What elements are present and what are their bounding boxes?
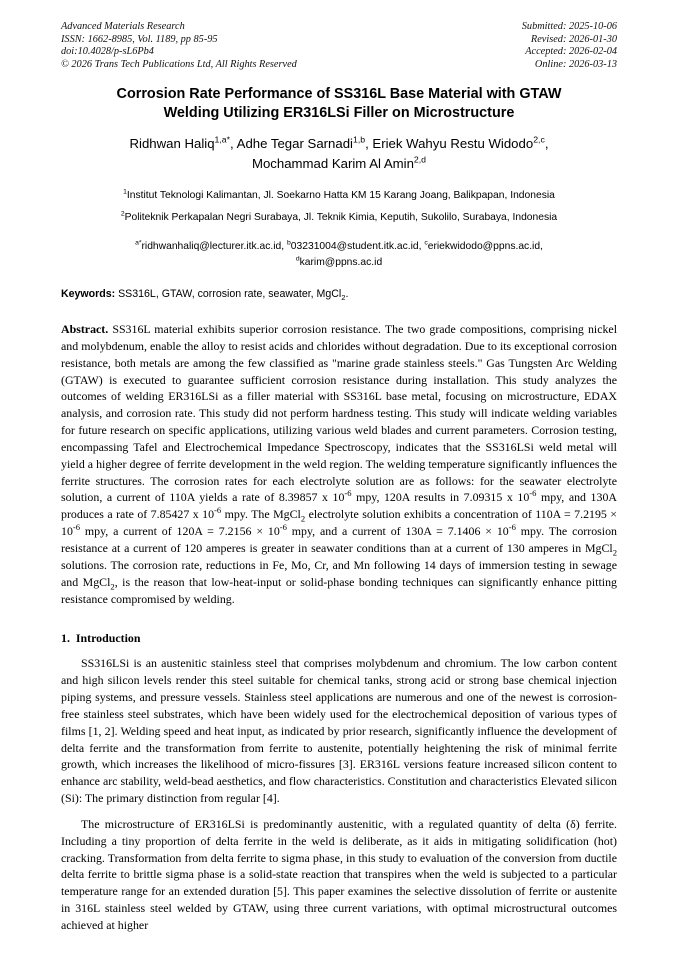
page-title — [61, 85, 617, 123]
section-heading-introduction — [61, 630, 617, 646]
author-separator: , — [544, 136, 549, 151]
author-affil-marker-3: 2,c — [533, 134, 545, 145]
abstract-paragraph — [61, 321, 617, 607]
abstract-subscript-3: 2 — [110, 581, 115, 592]
title-line-2: Welding Utilizing ER316LSi Filler on Microstructure — [163, 105, 515, 121]
date-revised: Revised: 2026-01-30 — [530, 33, 617, 45]
author-name-3: , Eriek Wahyu Restu Widodo — [365, 136, 534, 151]
section-number: 1. — [61, 631, 70, 646]
email-list — [61, 239, 617, 270]
journal-issn-line: ISSN: 1662-8985, Vol. 1189, pp 85-95 — [61, 33, 218, 45]
author-affil-marker-1: 1,a* — [214, 134, 231, 145]
date-accepted: Accepted: 2026-02-04 — [525, 46, 617, 58]
journal-name: Advanced Materials Research — [61, 21, 185, 32]
affiliation-list — [61, 185, 617, 229]
masthead-left-block — [61, 21, 297, 71]
email-marker-c: c — [424, 239, 428, 247]
title-line-1: Corrosion Rate Performance of SS316L Base Material with GTAW — [116, 86, 562, 102]
abstract-label: Abstract. — [61, 322, 109, 336]
intro-paragraph-2: The microstructure of ER316LSi is predominantly austenitic, with a regulated quantity of delta (δ) ferrite. Including a tiny proportion of delta ferrite in the weld is deliberate, as it aids in mitigating solidification (hot) cracking. Transformation from delta ferrite to sigma phase, in this study to evaluation of the conversion from ductile delta ferrite to brittle sigma phase is a solid-state reaction that transpires when the weld is subjected to a particular temperature range for an extended duration [5]. This paper examines the selective dissolution of ferrite or austenite in 316L stainless steel welded by GTAW, using three current variations, with optimal microstructural outcomes achieved at higher — [61, 816, 617, 932]
abstract-text-7: mpy, and a current of 130A = 7.1406 × 10 — [286, 524, 509, 539]
affiliation-2 — [61, 207, 617, 229]
abstract-exponent-3: -6 — [214, 505, 222, 516]
date-online: Online: 2026-03-13 — [534, 58, 617, 70]
email-marker-b: b — [287, 239, 291, 247]
email-marker-d: d — [295, 255, 300, 263]
author-name-1: Ridhwan Haliq — [129, 136, 215, 151]
author-affil-marker-2: 1,b — [352, 134, 366, 145]
abstract-text-8: mpy. The corrosion resistance at a current of 120 amperes is greater in seawater conditions than at a current of 130 amperes in MgCl — [61, 524, 617, 555]
abstract-text-3: mpy, and 130A produces a rate of 7.85427 x 10 — [61, 490, 617, 522]
abstract-exponent-6: -6 — [508, 522, 516, 533]
abstract-text-6: mpy, a current of 120A = 7.2156 × 10 — [80, 524, 280, 539]
keywords-value: SS316L, GTAW, corrosion rate, seawater, MgCl — [115, 288, 342, 300]
affiliation-marker-2: 2 — [120, 210, 125, 218]
author-name-2: , Adhe Tegar Sarnadi — [230, 136, 353, 151]
journal-masthead — [61, 0, 617, 79]
abstract-text-9: solutions. The corrosion rate, reductions in Fe, Mo, Cr, and Mn following 14 days of immersion testing in sewage and MgCl — [61, 557, 617, 589]
keywords-line — [61, 287, 617, 301]
abstract-exponent-2: -6 — [529, 488, 537, 499]
abstract-text-2: mpy, 120A results in 7.09315 x 10 — [351, 490, 530, 505]
affiliation-marker-1: 1 — [123, 188, 127, 196]
keywords-value-end: . — [345, 288, 349, 300]
email-address-d[interactable]: karim@ppns.ac.id — [299, 256, 383, 268]
page-content — [61, 0, 617, 934]
affiliation-text-1: Institut Teknologi Kalimantan, Jl. Soekarno Hatta KM 15 Karang Joang, Balikpapan, Indonesia — [126, 190, 555, 201]
masthead-right-block — [522, 21, 617, 71]
email-address-c[interactable]: eriekwidodo@ppns.ac.id, — [427, 241, 543, 252]
abstract-exponent-5: -6 — [279, 522, 287, 533]
journal-doi-line: doi:10.4028/p-sL6Pb4 — [61, 46, 154, 58]
date-submitted: Submitted: 2025-10-06 — [521, 21, 617, 32]
journal-copyright-line: © 2026 Trans Tech Publications Ltd, All Rights Reserved — [61, 58, 297, 70]
abstract-subscript-2: 2 — [612, 547, 617, 558]
author-name-4: Mochammad Karim Al Amin — [251, 155, 414, 171]
abstract-text-5: electrolyte solution exhibits a concentration of 110A = 7.2195 × 10 — [61, 507, 618, 539]
keywords-label: Keywords: — [61, 288, 116, 300]
keywords-subscript: 2 — [341, 293, 346, 303]
intro-paragraph-1: SS316LSi is an austenitic stainless steel that comprises molybdenum and chromium. The low carbon content and high silicon levels render this steel suitable for chemical tanks, strong acid or strong base chemical injection piping systems, and pressure vessels. Stainless steel applications are numerous and one of the newest is corrosion-free stainless steel substrates, which have been widely used for the electrochemical deposition of various types of films [1, 2]. Welding speed and heat input, as indicated by prior research, significantly influence the development of delta ferrite and the transformation from ferrite to austenite, potentially heightening the risk of minimal ferrite growth, which increases the likelihood of micro-fissures [3]. ER316L versions feature increased silicon content to enhance arc stability, weld-bead aesthetics, and flow characteristics. Constitution and characteristics Elevated silicon (Si): The primary distinction from regular [4]. — [61, 656, 617, 806]
abstract-text-1: SS316L material exhibits superior corrosion resistance. The two grade compositions, comprising nickel and molybdenum, enable the alloy to resist acids and chlorides without degradation. Due to its exceptional corrosion resistance, both metals are among the few classified as "marine grade stainless steels." Gas Tungsten Arc Welding (GTAW) is executed to guarantee sufficient corrosion resistance during installation. This study analyzes the outcomes of welding ER316LSi as a filler material with SS316L base metal, focusing on microstructure, EDAX analysis, and corrosion rate. This study did not perform hardness testing. This study will indicate welding variables for future research on specific applications, utilizing various weld blades and current parameters. Corrosion testing, encompassing Tafel and Electrochemical Impedance Spectroscopy, indicates that the SS316LSi weld metal will yield a higher degree of ferrite development in the weld region. The welding temperature significantly influences the ferrite structures. The corrosion rates for each electrolyte solution are as follows: for the seawater electrolyte solution, a current of 110A yields a rate of 8.39857 x 10 — [61, 322, 617, 505]
section-title: Introduction — [75, 631, 141, 646]
affiliation-text-2: Politeknik Perkapalan Negri Surabaya, Jl. Teknik Kimia, Keputih, Sukolilo, Surabaya, Indonesia — [124, 212, 558, 223]
abstract-subscript-1: 2 — [300, 513, 306, 524]
abstract-text-4: mpy. The MgCl — [221, 507, 301, 522]
abstract-text-10: , is the reason that low-heat-input or solid-phase bonding techniques can significantly enhance pitting resistance compromised by welding. — [61, 574, 617, 606]
author-affil-marker-4: 2,d — [413, 154, 427, 165]
abstract-exponent-4: -6 — [72, 522, 81, 533]
email-address-b[interactable]: 03231004@student.itk.ac.id, — [290, 241, 425, 252]
author-list — [61, 134, 617, 173]
email-marker-a: a* — [135, 239, 142, 247]
email-address-a[interactable]: ridhwanhaliq@lecturer.itk.ac.id, — [141, 241, 288, 252]
affiliation-1 — [61, 185, 617, 207]
abstract-exponent-1: -6 — [344, 488, 352, 499]
